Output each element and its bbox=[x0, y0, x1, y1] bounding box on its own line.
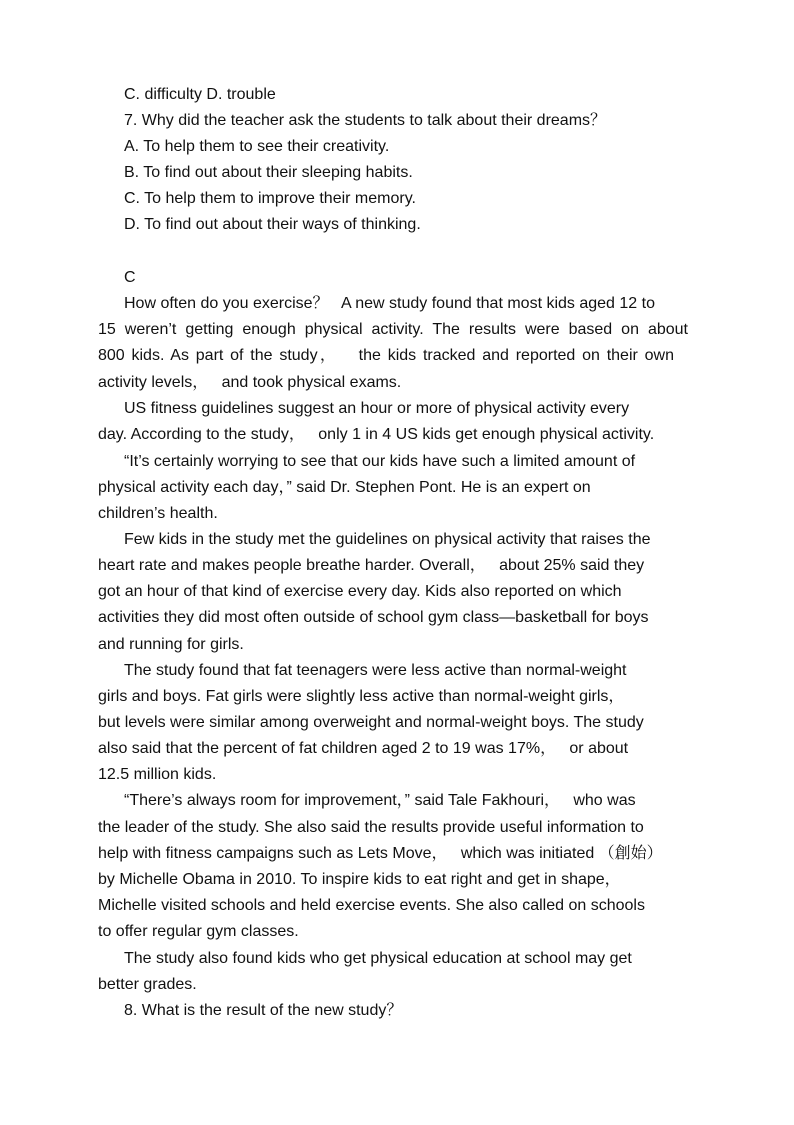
paragraph-6-line: Michelle visited schools and held exercise events. She also called on schools bbox=[98, 897, 645, 914]
paragraph-4-line: got an hour of that kind of exercise every day. Kids also reported on which bbox=[98, 583, 622, 600]
paragraph-4-line: heart rate and makes people breathe harder. Overall， about 25% said they bbox=[98, 557, 645, 574]
paragraph-1-line: How often do you exercise？ A new study found that most kids aged 12 to bbox=[124, 295, 655, 312]
paragraph-5-line: girls and boys. Fat girls were slightly less active than normal-weight girls， bbox=[98, 688, 625, 705]
paragraph-6-line: help with fitness campaigns such as Lets Move， which was initiated （創始） bbox=[98, 845, 663, 862]
paragraph-6-line: by Michelle Obama in 2010. To inspire kids to eat right and get in shape， bbox=[98, 871, 621, 888]
paragraph-2-line: day. According to the study， only 1 in 4 US kids get enough physical activity. bbox=[98, 426, 655, 443]
question-8: 8. What is the result of the new study？ bbox=[124, 1002, 403, 1019]
q7-option-c: C. To help them to improve their memory. bbox=[124, 190, 416, 207]
paragraph-1-line: 800 kids. As part of the study， the kids tracked and reported on their own bbox=[98, 347, 674, 364]
q7-option-a: A. To help them to see their creativity. bbox=[124, 138, 390, 155]
paragraph-1-line: activity levels， and took physical exams. bbox=[98, 374, 402, 391]
paragraph-6-line: “There’s always room for improvement，” said Tale Fakhouri， who was bbox=[124, 792, 636, 809]
paragraph-5-line: The study found that fat teenagers were less active than normal-weight bbox=[124, 662, 627, 679]
paragraph-7-line: better grades. bbox=[98, 976, 197, 993]
paragraph-5-line: but levels were similar among overweight and normal-weight boys. The study bbox=[98, 714, 644, 731]
paragraph-3-line: “It’s certainly worrying to see that our kids have such a limited amount of bbox=[124, 453, 636, 470]
paragraph-4-line: Few kids in the study met the guidelines on physical activity that raises the bbox=[124, 531, 651, 548]
q7-option-d: D. To find out about their ways of thinking. bbox=[124, 216, 421, 233]
q6-options-cd: C. difficulty D. trouble bbox=[124, 86, 276, 103]
paragraph-5-line: also said that the percent of fat children aged 2 to 19 was 17%， or about bbox=[98, 740, 629, 757]
paragraph-6-line: to offer regular gym classes. bbox=[98, 923, 299, 940]
paragraph-7-line: The study also found kids who get physical education at school may get bbox=[124, 950, 632, 967]
paragraph-3-line: physical activity each day，” said Dr. Stephen Pont. He is an expert on bbox=[98, 479, 591, 496]
paragraph-1-line: 15 weren’t getting enough physical activity. The results were based on about bbox=[98, 321, 688, 338]
paragraph-6-line: the leader of the study. She also said the results provide useful information to bbox=[98, 819, 644, 836]
paragraph-4-line: and running for girls. bbox=[98, 636, 244, 653]
paragraph-4-line: activities they did most often outside of school gym class—basketball for boys bbox=[98, 609, 649, 626]
q7-option-b: B. To find out about their sleeping habits. bbox=[124, 164, 413, 181]
paragraph-5-line: 12.5 million kids. bbox=[98, 766, 217, 783]
passage-heading: C bbox=[124, 269, 136, 286]
paragraph-3-line: children’s health. bbox=[98, 505, 218, 522]
paragraph-2-line: US fitness guidelines suggest an hour or more of physical activity every bbox=[124, 400, 630, 417]
question-7: 7. Why did the teacher ask the students to talk about their dreams？ bbox=[124, 112, 607, 129]
